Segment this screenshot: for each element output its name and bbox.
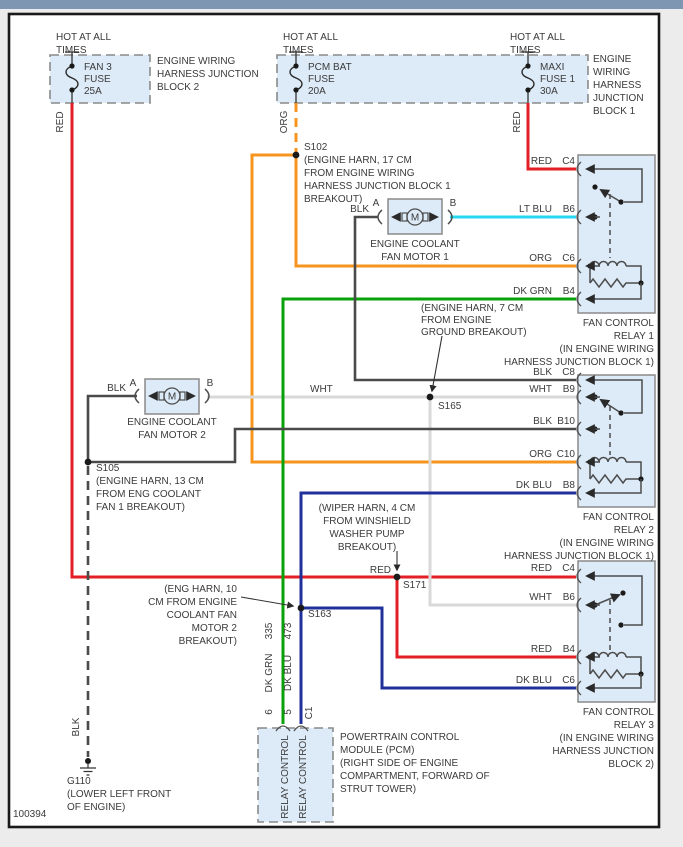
svg-text:WIRING: WIRING [593, 67, 631, 78]
hot-label-2b: TIMES [283, 45, 314, 56]
svg-text:RELAY 2: RELAY 2 [613, 525, 654, 536]
fuse-maxi-rating: 30A [540, 86, 558, 97]
svg-text:WASHER PUMP: WASHER PUMP [329, 529, 405, 540]
relay2-label: FAN CONTROL [582, 512, 654, 523]
fuse-maxi-word: FUSE 1 [540, 74, 576, 85]
wire-label-red-right: RED [512, 111, 523, 133]
relay3-c4-pin: C4 [562, 563, 575, 574]
svg-text:CM FROM ENGINE: CM FROM ENGINE [148, 597, 237, 608]
fuse-fan3-rating: 25A [84, 86, 102, 97]
svg-text:HARNESS JUNCTION BLOCK 1): HARNESS JUNCTION BLOCK 1) [503, 551, 654, 562]
pcm-fn-relay-control-2: RELAY CONTROL [298, 735, 309, 819]
pcm-connector-c1: C1 [304, 706, 315, 720]
relay1-box [578, 155, 655, 313]
svg-text:GROUND BREAKOUT): GROUND BREAKOUT) [421, 327, 527, 338]
svg-text:HARNESS JUNCTION: HARNESS JUNCTION [552, 746, 654, 757]
splice-s102-id: S102 [304, 142, 328, 153]
svg-text:RELAY 1: RELAY 1 [613, 331, 654, 342]
splice-s171-id: S171 [403, 580, 427, 591]
relay3-b6-wire: WHT [529, 592, 552, 603]
svg-text:FAN MOTOR 1: FAN MOTOR 1 [381, 252, 449, 263]
svg-text:HARNESS JUNCTION: HARNESS JUNCTION [157, 69, 259, 80]
svg-text:(RIGHT SIDE OF ENGINE: (RIGHT SIDE OF ENGINE [340, 758, 459, 769]
fuse-fan3-name: FAN 3 [84, 62, 112, 73]
relay1-b4-pin: B4 [562, 286, 575, 297]
splice-s165-dot [427, 394, 434, 401]
pcm-wire-dkblu: DK BLU [283, 654, 294, 692]
motor2-terminal-a-label: A [129, 378, 137, 389]
splice-s163-id: S163 [308, 609, 332, 620]
splice-s102-note: (ENGINE HARN, 17 CM [304, 155, 412, 166]
splice-s102-dot [293, 152, 300, 159]
wire-label-blk-ground: BLK [71, 717, 82, 737]
relay2-c8-wire: BLK [533, 367, 552, 378]
splice-s171-dot [394, 574, 401, 581]
splice-s165-note: (ENGINE HARN, 7 CM [421, 303, 524, 314]
hot-label-1b: TIMES [56, 45, 87, 56]
relay3-b4-wire: RED [530, 644, 552, 655]
relay3-b4-pin: B4 [562, 644, 575, 655]
ground-note: (LOWER LEFT FRONT [67, 789, 172, 800]
splice-s171-note: (WIPER HARN, 4 CM [318, 503, 416, 514]
relay2-c8-pin: C8 [562, 367, 575, 378]
relay1-label: FAN CONTROL [582, 318, 654, 329]
motor2-terminal-b-label: B [206, 378, 214, 389]
motor1-terminal-b-label: B [449, 198, 457, 209]
ground-id: G110 [67, 776, 91, 787]
pcm-pin-6: 6 [264, 709, 275, 715]
relay1-c6-wire: ORG [529, 253, 552, 264]
relay3-box [578, 561, 655, 702]
splice-s163-note: (ENG HARN, 10 [164, 584, 237, 595]
relay2-b9-pin: B9 [562, 384, 575, 395]
svg-text:BREAKOUT): BREAKOUT) [337, 542, 397, 553]
wire-label-org: ORG [279, 110, 290, 134]
fuse-maxi-name: MAXI [540, 62, 565, 73]
svg-text:HARNESS JUNCTION BLOCK 1: HARNESS JUNCTION BLOCK 1 [304, 181, 451, 192]
splice-s163-dot [298, 605, 305, 612]
svg-text:COOLANT FAN: COOLANT FAN [166, 610, 237, 621]
svg-text:FROM ENGINE: FROM ENGINE [421, 315, 492, 326]
hot-label-1: HOT AT ALL [56, 32, 112, 43]
relay2-c10-pin: C10 [556, 449, 575, 460]
motor1-wire-a-label: BLK [350, 204, 369, 215]
splice-s105-id: S105 [96, 463, 120, 474]
relay3-c6-wire: DK BLU [515, 675, 552, 686]
motor1-m-glyph: M [410, 212, 420, 224]
relay1-c4-pin: C4 [562, 156, 575, 167]
svg-text:COMPARTMENT, FORWARD OF: COMPARTMENT, FORWARD OF [340, 771, 490, 782]
relay1-c6-pin: C6 [562, 253, 575, 264]
motor1-name: ENGINE COOLANT [370, 239, 460, 250]
fuse-pcm-rating: 20A [308, 86, 326, 97]
jb1-label: ENGINE [593, 54, 632, 65]
relay3-c4-wire: RED [530, 563, 552, 574]
svg-text:STRUT TOWER): STRUT TOWER) [340, 784, 417, 795]
svg-text:JUNCTION: JUNCTION [593, 93, 644, 104]
svg-text:BLOCK 1: BLOCK 1 [593, 106, 636, 117]
wire-label-red-left: RED [55, 111, 66, 133]
hot-label-2: HOT AT ALL [283, 32, 339, 43]
relay2-b8-pin: B8 [562, 480, 575, 491]
motor2-m-glyph: M [167, 391, 177, 403]
svg-text:(IN ENGINE WIRING: (IN ENGINE WIRING [559, 733, 654, 744]
relay3-b6-pin: B6 [562, 592, 575, 603]
pcm-circuit-335: 335 [264, 622, 275, 640]
pcm-pin-5: 5 [283, 709, 294, 715]
svg-text:FAN MOTOR 2: FAN MOTOR 2 [138, 430, 206, 441]
svg-text:FAN 1 BREAKOUT): FAN 1 BREAKOUT) [96, 502, 185, 513]
relay2-b8-wire: DK BLU [515, 480, 552, 491]
svg-text:MOTOR 2: MOTOR 2 [191, 623, 237, 634]
pcm-fn-relay-control-1: RELAY CONTROL [280, 735, 291, 819]
jb2-label: ENGINE WIRING [157, 56, 236, 67]
titlebar [0, 0, 683, 9]
svg-text:HARNESS JUNCTION BLOCK 1): HARNESS JUNCTION BLOCK 1) [503, 357, 654, 368]
fuse-pcm-name: PCM BAT [308, 62, 352, 73]
hot-label-3b: TIMES [510, 45, 541, 56]
svg-text:MODULE (PCM): MODULE (PCM) [340, 745, 415, 756]
relay3-c6-pin: C6 [562, 675, 575, 686]
svg-text:RELAY 3: RELAY 3 [613, 720, 654, 731]
svg-text:BLOCK 2): BLOCK 2) [608, 759, 654, 770]
relay1-b6-wire: LT BLU [519, 204, 552, 215]
motor2-name: ENGINE COOLANT [127, 417, 217, 428]
svg-text:FROM WINSHIELD: FROM WINSHIELD [323, 516, 411, 527]
relay1-b4-wire: DK GRN [513, 286, 552, 297]
hot-label-3: HOT AT ALL [510, 32, 566, 43]
pcm-box [258, 728, 333, 822]
svg-text:(IN ENGINE WIRING: (IN ENGINE WIRING [559, 344, 654, 355]
relay2-b10-wire: BLK [533, 416, 552, 427]
splice-s165-id: S165 [438, 401, 462, 412]
fuse-fan3-word: FUSE [84, 74, 111, 85]
svg-text:BLOCK 2: BLOCK 2 [157, 82, 200, 93]
pcm-circuit-473: 473 [283, 622, 294, 640]
relay3-label: FAN CONTROL [582, 707, 654, 718]
doc-number: 100394 [13, 809, 47, 820]
splice-s105-note: (ENGINE HARN, 13 CM [96, 476, 204, 487]
wire-label-wht: WHT [310, 384, 333, 395]
relay1-b6-pin: B6 [562, 204, 575, 215]
svg-text:FROM ENG COOLANT: FROM ENG COOLANT [96, 489, 202, 500]
svg-text:BREAKOUT): BREAKOUT) [178, 636, 237, 647]
relay1-c4-wire: RED [530, 156, 552, 167]
pcm-label: POWERTRAIN CONTROL [340, 732, 460, 743]
relay2-b10-pin: B10 [557, 416, 575, 427]
svg-text:BREAKOUT): BREAKOUT) [304, 194, 363, 205]
pcm-wire-dkgrn: DK GRN [264, 653, 275, 693]
svg-text:FROM ENGINE WIRING: FROM ENGINE WIRING [304, 168, 415, 179]
svg-text:OF ENGINE): OF ENGINE) [67, 802, 126, 813]
fuse-pcm-word: FUSE [308, 74, 335, 85]
motor1-terminal-a-label: A [372, 198, 380, 209]
svg-text:(IN ENGINE WIRING: (IN ENGINE WIRING [559, 538, 654, 549]
relay2-c10-wire: ORG [529, 449, 552, 460]
svg-text:HARNESS: HARNESS [593, 80, 642, 91]
splice-s105-dot [85, 459, 92, 466]
relay2-b9-wire: WHT [529, 384, 552, 395]
wire-label-red-s171: RED [369, 565, 391, 576]
relay2-box [578, 375, 655, 507]
motor2-wire-a-label: BLK [107, 383, 126, 394]
